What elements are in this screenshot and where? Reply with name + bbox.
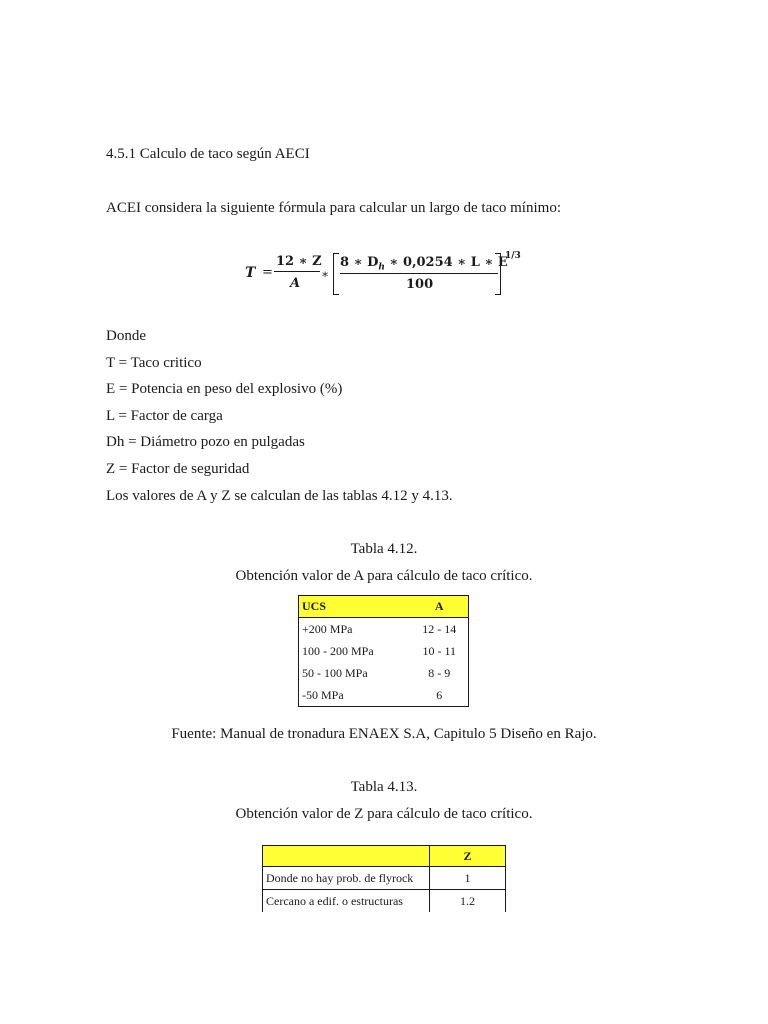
formula-times: ∗ (321, 267, 330, 281)
ucs-cell: +200 MPa (302, 621, 353, 636)
definition-line: L = Factor de carga (106, 408, 223, 424)
header-z: Z (430, 846, 506, 867)
table-header-row (299, 596, 469, 618)
formula-frac2-numerator: 8 ∗ $D_h$ ∗ 0,0254 ∗ L ∗ E (340, 255, 508, 273)
table2-caption: Obtención valor de Z para cálculo de taco crítico. (235, 806, 533, 822)
formula-exponent: 1/3 (505, 251, 521, 261)
a-cell: 6 (436, 687, 443, 702)
z-cell: 1 (430, 867, 506, 890)
definition-line: Dh = Diámetro pozo en pulgadas (106, 434, 305, 450)
formula-equals: = (262, 265, 273, 280)
condition-cell: Cercano a edif. o estructuras (263, 890, 430, 913)
table-row (299, 640, 469, 662)
formula-frac2-denominator: 100 (406, 277, 434, 292)
definition-line: Z = Factor de seguridad (106, 461, 250, 477)
z-cell: 1.2 (430, 890, 506, 913)
condition-cell: Donde no hay prob. de flyrock (263, 867, 430, 890)
definition-line: E = Potencia en peso del explosivo (%) (106, 381, 343, 397)
ucs-cell: 100 - 200 MPa (302, 643, 374, 658)
right-bracket (495, 253, 501, 295)
definition-line: T = Taco critico (106, 355, 202, 371)
table-row (299, 618, 469, 641)
formula-frac2-bar (340, 273, 498, 274)
ucs-table (298, 595, 469, 707)
definitions-intro: Donde (106, 328, 146, 344)
table1-label: Tabla 4.12. (350, 541, 418, 557)
ucs-cell: -50 MPa (302, 687, 344, 702)
table1-caption: Obtención valor de A para cálculo de taco crítico. (235, 568, 533, 584)
table-row (299, 684, 469, 707)
a-cell: 8 - 9 (428, 665, 451, 680)
table-row (263, 867, 506, 890)
a-cell: 12 - 14 (422, 621, 457, 636)
z-table (262, 845, 506, 912)
header-a: A (410, 596, 468, 618)
formula-frac1-numerator: 12 ∗ Z (276, 254, 322, 269)
intro-paragraph: ACEI considera la siguiente fórmula para calcular un largo de taco mínimo: (106, 200, 561, 216)
table-row (263, 890, 506, 913)
table1-source: Fuente: Manual de tronadura ENAEX S.A, Capitulo 5 Diseño en Rajo. (171, 726, 597, 742)
section-heading: 4.5.1 Calculo de taco según AECI (106, 146, 310, 162)
header-ucs: UCS (299, 596, 411, 618)
table-row (299, 662, 469, 684)
taco-formula (0, 245, 768, 305)
ucs-cell: 50 - 100 MPa (302, 665, 368, 680)
left-bracket (333, 253, 339, 295)
formula-lhs: T (245, 265, 256, 281)
a-cell: 10 - 11 (422, 643, 457, 658)
table2-label: Tabla 4.13. (350, 779, 418, 795)
header-blank (263, 846, 430, 867)
table-header-row (263, 846, 506, 867)
formula-frac1-bar (274, 271, 320, 272)
formula-frac1-denominator: A (290, 276, 301, 291)
definition-line: Los valores de A y Z se calculan de las tablas 4.12 y 4.13. (106, 488, 453, 504)
